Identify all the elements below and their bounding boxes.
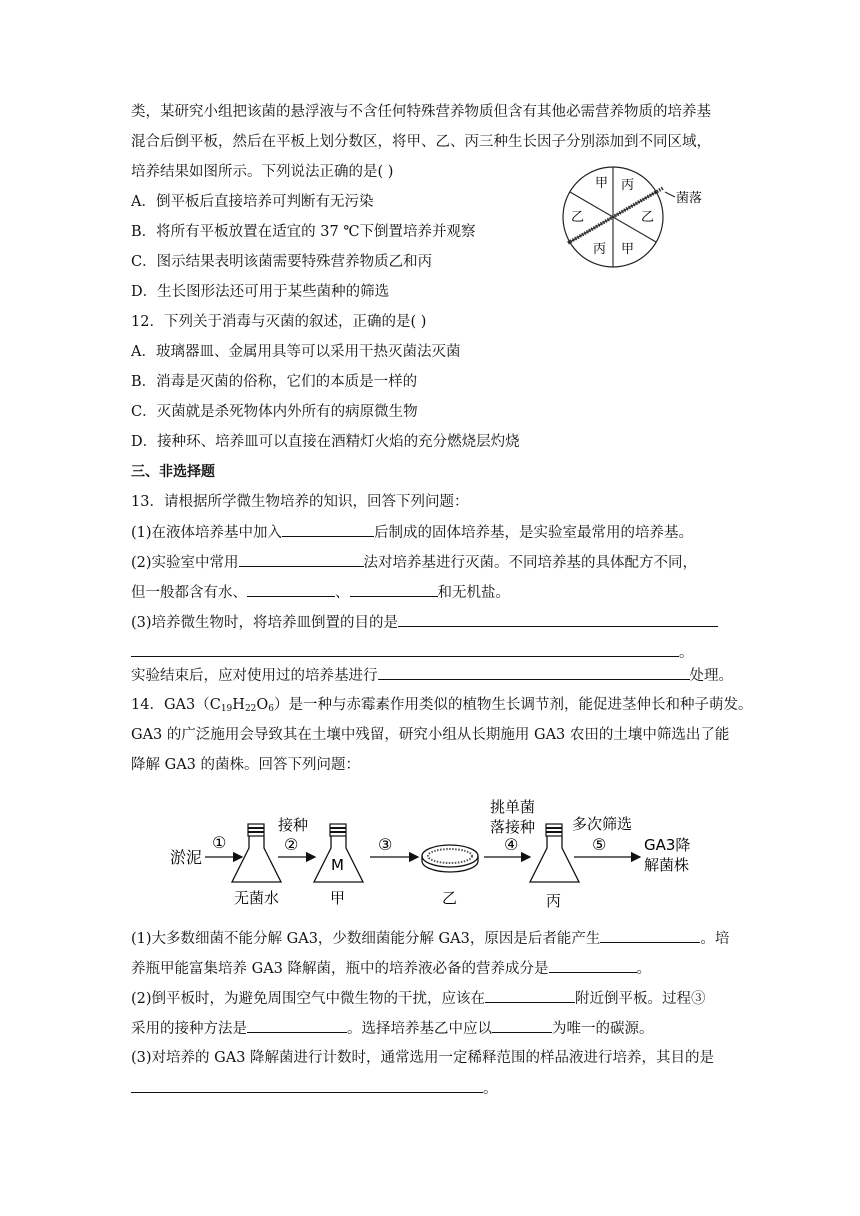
answer-blank[interactable] <box>247 581 335 597</box>
q14-part2: (2)倒平板时，为避免周围空气中微生物的干扰，应该在 附近倒平板。过程③ <box>131 987 706 1010</box>
section-title: 三、非选择题 <box>131 464 215 480</box>
petri-dish-figure <box>555 165 735 275</box>
answer-blank[interactable] <box>492 1017 552 1033</box>
q14-part1-cont: 养瓶甲能富集培养 GA3 降解菌，瓶中的培养液必备的营养成分是 。 <box>131 957 651 980</box>
result-label-2: 解菌株 <box>644 856 690 874</box>
q14-part3-cont: 。 <box>131 1077 498 1100</box>
q12-option-d: D．接种环、培养皿可以直接在酒精灯火焰的充分燃烧层灼烧 <box>131 434 520 450</box>
region-jia-bottom: 甲 <box>621 242 635 257</box>
mud-label: 淤泥 <box>170 848 203 867</box>
answer-blank[interactable] <box>398 611 718 627</box>
answer-blank[interactable] <box>282 521 374 537</box>
q14-line-3: 降解 GA3 的菌株。回答下列问题： <box>131 757 360 773</box>
q11-option-b: B．将所有平板放置在适宜的 37 ℃下倒置培养并观察 <box>131 224 476 240</box>
step-1-label: ① <box>212 833 227 852</box>
q11-option-d: D．生长图形法还可用于某些菌种的筛选 <box>131 284 390 300</box>
plate-yi-label: 乙 <box>442 889 458 907</box>
multi-screen-label: 多次筛选 <box>572 815 633 833</box>
step-2-label: ② <box>284 835 299 854</box>
q13-part3: (3)培养微生物时，将培养皿倒置的目的是 <box>131 611 718 634</box>
q12-option-a: A．玻璃器皿、金属用具等可以采用干热灭菌法灭菌 <box>131 344 461 360</box>
region-yi-right: 乙 <box>641 210 655 225</box>
answer-blank[interactable] <box>485 987 575 1003</box>
q14-line-2: GA3 的广泛施用会导致其在土壤中残留，研究小组从长期施用 GA3 农田的土壤中筛选出了能 <box>131 727 730 743</box>
q14-stem: 14．$GA3(C_{19}H_{22}O_6)$是一种与赤霉素作用类似的植物生长调节剂，能促进茎伸长和种子萌发。 <box>131 697 753 714</box>
petri-plate-icon <box>422 845 478 872</box>
q12-stem: 12．下列关于消毒与灭菌的叙述，正确的是( ) <box>131 314 427 330</box>
answer-blank[interactable] <box>247 1017 347 1033</box>
answer-blank[interactable] <box>600 927 700 943</box>
answer-blank[interactable] <box>549 957 637 973</box>
pick-colony-label-2: 落接种 <box>490 818 536 836</box>
flask-jia-label: 甲 <box>330 889 346 907</box>
q14-part2-cont: 采用的接种方法是 。选择培养基乙中应以 为唯一的碳源。 <box>131 1017 654 1040</box>
q12-option-b: B．消毒是灭菌的俗称，它们的本质是一样的 <box>131 374 418 390</box>
colony-label: 菌落 <box>676 191 703 206</box>
answer-blank[interactable] <box>131 641 679 657</box>
answer-blank[interactable] <box>350 581 438 597</box>
flask-sterile-water-icon <box>232 824 281 882</box>
q13-part2: (2)实验室中常用 法对培养基进行灭菌。不同培养基的具体配方不同， <box>131 551 697 574</box>
q11-line-1: 类，某研究小组把该菌的悬浮液与不含任何特殊营养物质但含有其他必需营养物质的培养基 <box>131 104 711 120</box>
step-3-label: ③ <box>378 835 393 854</box>
screening-flow-diagram <box>160 790 720 915</box>
q11-option-c: C．图示结果表明该菌需要特殊营养物质乙和丙 <box>131 254 433 270</box>
region-bing-top: 丙 <box>621 178 635 193</box>
region-jia-top: 甲 <box>595 176 609 191</box>
q12-option-c: C．灭菌就是杀死物体内外所有的病原微生物 <box>131 404 418 420</box>
flask-bing-label: 丙 <box>546 892 562 910</box>
q13-part4: 实验结束后，应对使用过的培养基进行 处理。 <box>131 664 733 687</box>
inoculate-label: 接种 <box>278 816 309 834</box>
step-4-label: ④ <box>504 835 519 854</box>
flask-sterile-water-label: 无菌水 <box>234 889 280 907</box>
answer-blank[interactable] <box>239 551 364 567</box>
q11-option-a: A．倒平板后直接培养可判断有无污染 <box>131 194 374 210</box>
q14-part3: (3)对培养的 GA3 降解菌进行计数时，通常选用一定稀释范围的样品液进行培养，其目的是 <box>131 1050 715 1066</box>
region-yi-left: 乙 <box>571 210 585 225</box>
pick-colony-label-1: 挑单菌 <box>490 798 536 816</box>
q14-part1: (1)大多数细菌不能分解 GA3，少数细菌能分解 GA3，原因是后者能产生 。培 <box>131 927 729 950</box>
answer-blank[interactable] <box>131 1077 483 1093</box>
q13-part3-cont: 。 <box>131 641 694 664</box>
step-5-label: ⑤ <box>592 835 607 854</box>
q13-part2-cont: 但一般都含有水、 、 和无机盐。 <box>131 581 510 604</box>
medium-m-label: M <box>331 856 344 874</box>
answer-blank[interactable] <box>378 664 690 680</box>
result-label-1: GA3降 <box>644 836 691 854</box>
q13-stem: 13．请根据所学微生物培养的知识，回答下列问题： <box>131 494 469 510</box>
q11-line-2: 混合后倒平板，然后在平板上划分数区，将甲、乙、丙三种生长因子分别添加到不同区域， <box>131 134 711 150</box>
q11-line-3: 培养结果如图所示。下列说法正确的是( ) <box>131 164 394 180</box>
region-bing-bottom: 丙 <box>593 242 607 257</box>
q13-part1: (1)在液体培养基中加入 后制成的固体培养基，是实验室最常用的培养基。 <box>131 521 693 544</box>
